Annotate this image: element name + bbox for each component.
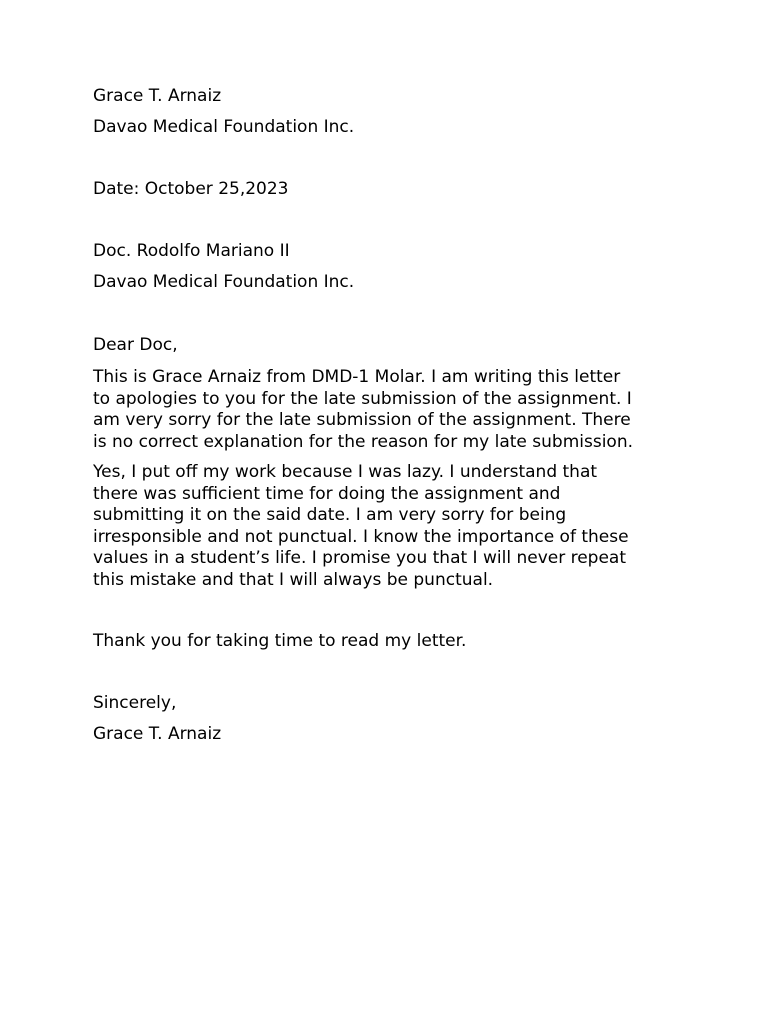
paragraph-line: is no correct explanation for the reason for my late submission.	[93, 431, 634, 452]
sender-name: Grace T. Arnaiz	[93, 86, 222, 106]
paragraph-line: to apologies to you for the late submission of the assignment. I	[93, 388, 632, 409]
body-paragraph-1	[93, 367, 693, 453]
recipient-name: Doc. Rodolfo Mariano II	[93, 241, 290, 261]
paragraph-line: am very sorry for the late submission of the assignment. There	[93, 410, 631, 430]
salutation: Dear Doc,	[93, 335, 178, 355]
paragraph-line: This is Grace Arnaiz from DMD-1 Molar. I am writing this letter	[93, 367, 621, 387]
paragraph-line: values in a student’s life. I promise you that I will never repeat	[93, 548, 627, 568]
recipient-organization: Davao Medical Foundation Inc.	[93, 272, 355, 292]
sender-organization: Davao Medical Foundation Inc.	[93, 117, 355, 137]
paragraph-line: this mistake and that I will always be punctual.	[93, 569, 494, 590]
thanks-line: Thank you for taking time to read my letter.	[93, 631, 467, 651]
paragraph-line: irresponsible and not punctual. I know the importance of these	[93, 526, 629, 547]
body-paragraph-2	[93, 462, 693, 591]
date-line: Date: October 25,2023	[93, 179, 289, 199]
paragraph-line: there was sufficient time for doing the assignment and	[93, 483, 561, 504]
paragraph-line: submitting it on the said date. I am very sorry for being	[93, 505, 567, 525]
signature-name: Grace T. Arnaiz	[93, 724, 222, 744]
paragraph-line: Yes, I put off my work because I was lazy. I understand that	[93, 462, 598, 482]
closing: Sincerely,	[93, 693, 177, 713]
